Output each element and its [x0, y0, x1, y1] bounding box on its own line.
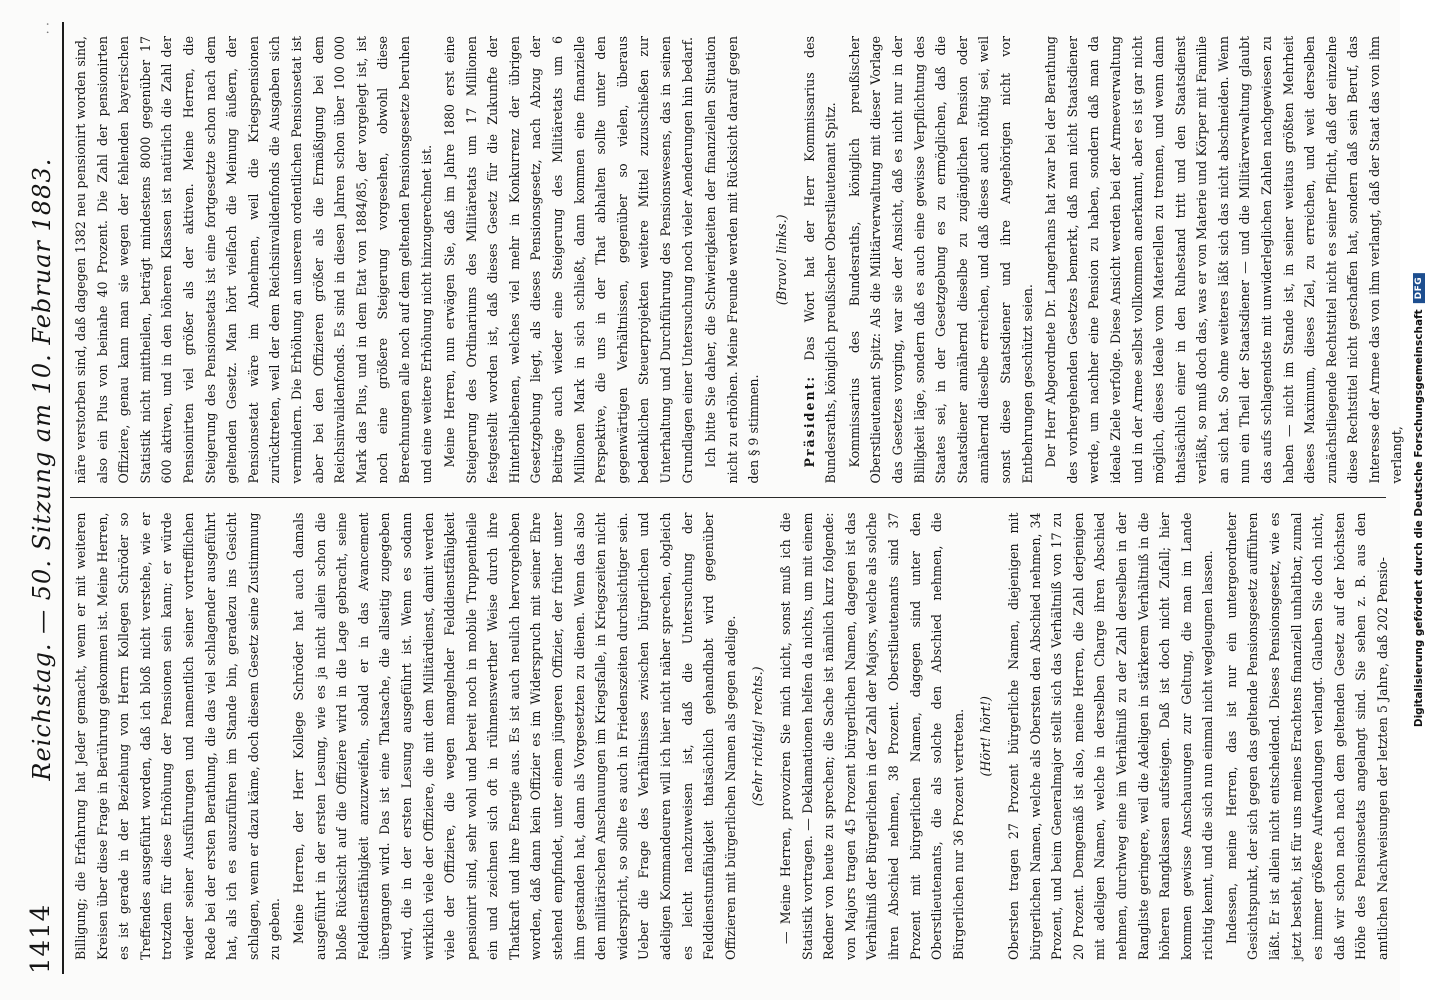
paragraph: — Meine Herren, provoziren Sie mich nicht, sonst muß ich die Statistik vortragen. — Deklamationen helfen da nichts, um mit einem Redner von heute zu sprechen; die Sache ist nämlich kurz folgende: von Majors tragen 45 Prozent bürgerlichen Namen, dagegen ist das Verhältniß der Bürgerlichen in der Zahl der Majors, welche als solche ihren Abschied nehmen, 38 Prozent. Oberstlieutenants sind 37 Prozent mit bürgerlichen Namen, dagegen sind unter den Oberstlieutenants, die als solche den Abschied nehmen, die Bürgerlichen nur 36 Prozent vertreten. — [778, 512, 966, 960]
paragraph: näre verstorben sind, daß dagegen 1382 neu pensionirt worden sind, also ein Plus von beinahe 40 Prozent. Die Zahl der pensionirten Offiziere, genau kann man sie wegen der fehlenden bayerischen Statistik nicht mittheilen, beträgt mindestens 8000 gegenüber 17 600 aktiven, und in den höheren Klassen ist natürlich die Zahl der Pensionirten viel größer als der aktiven. Meine Herren, die Steigerung des Pensionsetats ist eine fortgesetzte schon nach dem geltenden Gesetz. Man hört vielfach die Meinung äußern, der Pensionsetat wäre im Abnehmen, weil die Kriegspensionen zurücktreten, weil der dem Reichsinvalidenfonds die Ausgaben sich vermindern. Die Erhöhung an unserem ordentlichen Pensionsetat ist aber bei den Offizieren größer als die Ermäßigung bei dem Reichsinvalidenfonds. Es sind in diesen Jahren schon über 100 000 Mark das Plus, und in dem Etat von 1884/85, der vorgelegt ist, ist noch eine größere Steigerung vorgesehen, obwohl diese Berechnungen alle noch auf dem geltenden Pensionsgesetze beruhen und eine weitere Erhöhung nicht hinzugerechnet ist. — [73, 36, 434, 484]
page-header — [10, 22, 64, 974]
paragraph: Meine Herren, der Herr Kollege Schröder hat auch damals ausgeführt in der ersten Lesung, wie es ja nicht allein schon die bloße Rücksicht auf die Offiziere wird in die Lage gebracht, seine Felddienstfähigkeit anzuzweifeln, sobald er in das Avancement übergangen wird. Das ist eine Thatsache, die allseitig zugegeben wird, die in der ersten Lesung ausgeführt ist. Wenn es sodann wirklich viele der Offiziere, die mit dem Militärdienst, damit werden viele der Offiziere, die wegen mangelnder Felddienstfähigkeit pensionirt sind, sehr wohl und bereit noch in mobile Truppentheile ein und zeichnen sich oft in rühmenswerther Weise durch ihre Thatkraft und ihre Energie aus. Es ist auch neulich hervorgehoben worden, daß dann kein Offizier es im Widerspruch mit seiner Ehre stehend empfindet, unter einem jüngeren Offizier, der früher unter ihm gestanden hat, dann als Vorgesetzten zu dienen. Wenn das also den militärischen Anschauungen im Kriegsfalle, in Kriegszeiten nicht widerspricht, so sollte es auch in Friedenszeiten durchsichtiger sein. Ueber die Frage des Verhältnisses zwischen bürgerlichen und adeligen Kommandeuren will ich hier nicht näher sprechen, obgleich es leicht nachzuweisen ist, daß die Untersuchung der Felddienstunfähigkeit thatsächlich gehandhabt wird gegenüber Offizieren mit bürgerlichen Namen als gegen adelige. — [290, 512, 738, 960]
speaker-paragraph — [799, 36, 842, 484]
funding-text: Digitalisierung gefördert durch die Deutsche Forschungsgemeinschaft — [1413, 309, 1425, 728]
stage-direction: (Bravo! links.) — [774, 214, 789, 306]
paragraph: Der Herr Abgeordnete Dr. Langerhans hat zwar bei der Berathung des vorhergehenden Gesetzes bemerkt, daß man nicht Staatsdiener werde, um nachher eine Pension zu haben, sondern daß man da ideale Ziele verfolge. Diese Ansicht werden bei der Armeeverwaltung und in der Armee selbst vollkommen anerkannt, aber es ist gar nicht möglich, dieses Ideale vom Materiellen zu trennen, und wenn dann thatsächlich einer in den Ruhestand tritt und den Staatsdienst verläßt, so muß doch das, was er von Materie und Körper mit Familie an sich hat. So ohne weiteres läßt sich das nicht abschneiden. Wenn nun ein Theil der Staatsdiener — und die Militärverwaltung glaubt das aufs schlagendste mit unwiderleglichen Zahlen nachgewiesen zu haben — nicht im Stande ist, in seiner weitaus größten Mehrheit dieses Maximum, dieses Ziel, zu erreichen, und weit derselben zunächstliegende Rechtstitel nicht es seiner Pflicht, daß der einzelne diese Rechtstitel nicht geschaffen hat, sondern daß sein Beruf, das Interesse der Armee das von ihm verlangt, daß der Staat das von ihm verlangt, — [1043, 36, 1404, 484]
column-left — [70, 499, 1391, 975]
corner-mark: · · — [41, 22, 56, 35]
page-number: 1414 — [26, 903, 56, 974]
dfg-logo: DFG — [1413, 273, 1425, 304]
paragraph: Indessen, meine Herren, das ist nur ein untergeordneter Gesichtspunkt, der sich gegen das geltende Pensionsgesetz aufführen läßt. Er ist allein nicht entscheidend. Dieses Pensionsgesetz, wie es jetzt besteht, ist für uns meines Erachtens finanziell unhaltbar, zumal es immer größere Aufwendungen verlangt. Glauben Sie doch nicht, daß wir schon nach nach dem geltenden Gesetz auf der höchsten Höhe des Pensionsetats angelangt sind. Sie sehen z. B. aus den amtlichen Nachweisungen der letzten 5 Jahre, daß 202 Pensio- — [1223, 512, 1391, 960]
stage-direction: (Sehr richtig! rechts.) — [750, 666, 766, 807]
running-title: Reichstag. — 50. Sitzung am 10. Februar 1883. — [28, 157, 56, 781]
stage-direction: (Hört! hört!) — [978, 696, 994, 777]
paragraph: Kommissarius des Bundesraths, königlich preußischer Oberstlieutenant Spitz: Als die Militärverwaltung mit dieser Vorlage das Gesetzes vorging, war sie der Ansicht, daß es nicht nur in der Billigkeit läge, sondern daß es auch eine gewisse Verpflichtung des Staates sei, in der Gesetzgebung es zu ermöglichen, daß die Staatsdiener annähernd dieselbe zu zugänglichen Pension oder annähernd dieselbe erreichen, und daß dieses auch nöthig sei, weil sonst diese Staatsdiener und ihre Angehörigen nicht vor Entbehrungen geschützt seien. — [846, 36, 1035, 484]
paragraph: Obersten tragen 27 Prozent bürgerliche Namen, diejenigen mit bürgerlichen Namen, welche als Obersten den Abschied nehmen, 34 Prozent, und beim Generalmajor stellt sich das Verhältniß von 17 zu 20 Prozent. Demgemäß ist also, meine Herren, die Zahl derjenigen mit adeligen Namen, welche in derselben Charge ihren Abschied nehmen, durchweg eine im Verhältniß zu der Zahl derselben in der Rangliste geringere, weil die Adeligen in stärkerem Verhältniß in die höheren Rangklassen aufsteigen. Daß ist doch nicht Zufall; hier kommen gewisse Anschauungen zur Geltung, die man im Lande richtig kennt, und die sich nun einmal nicht wegleugnen lassen. — [1005, 512, 1216, 960]
speaker-text: Das Wort hat der Herr Kommissarius des Bundesraths, königlich preußischer Oberstlieutenant Spitz. — [801, 36, 839, 484]
column-right — [70, 22, 1404, 499]
speaker-name: Präsident: — [801, 374, 817, 468]
text-columns — [70, 22, 1404, 974]
funding-note — [1413, 273, 1425, 727]
funding-sidebar — [1406, 0, 1432, 1000]
paragraph: Ich bitte Sie daher, die Schwierigkeiten der finanziellen Situation nicht zu erhöhen. Meine Freunde werden mit Rücksicht darauf gegen den § 9 stimmen. — [703, 36, 762, 484]
paragraph: Meine Herren, nun erwägen Sie, daß im Jahre 1880 erst eine Steigerung des Ordinariums des Militäretats um 17 Millionen festgestellt worden ist, daß dieses Gesetz für die Zukunfte der Hinterbliebenen, welches viel mehr in Konkurrenz der übrigen Gesetzgebung liegt, als dieses Pensionsgesetz, nach Abzug der Beiträge auch wieder eine Steigerung des Militäretats um 6 Millionen Mark in sich schließt, dann kommen eine finanzielle Perspektive, die uns in der That abhalten sollte unter den gegenwärtigen Verhältnissen, gegenüber so vielen, überaus bedenklichen Steuerprojekten weitere Mittel zuzuschießen zur Unterhaltung und Durchführung des Pensionswesens, das in seinen Grundlagen einer Untersuchung noch vieler Aenderungen hin bedarf. — [442, 36, 695, 484]
paragraph: Billigung; die Erfahrung hat Jeder gemacht, wenn er mit weiteren Kreisen über diese Frage in Berührung gekommen ist. Meine Herren, es ist gerade in der Beziehung von Herrn Kollegen Schröder so Treffendes ausgeführt worden, daß ich bloß nicht verstehe, wie er trotzdem für diese Erhöhung der Pensionen sein kann; er würde wieder seiner Ausführungen und namentlich seiner vortrefflichen Rede bei der ersten Berathung, die das viel schlagender ausgeführt hat, als ich es auszuführen im Stande bin, geradezu ins Gesicht schlagen, wenn er dazu käme, doch diesem Gesetz seine Zustimmung zu geben. — [73, 512, 283, 960]
